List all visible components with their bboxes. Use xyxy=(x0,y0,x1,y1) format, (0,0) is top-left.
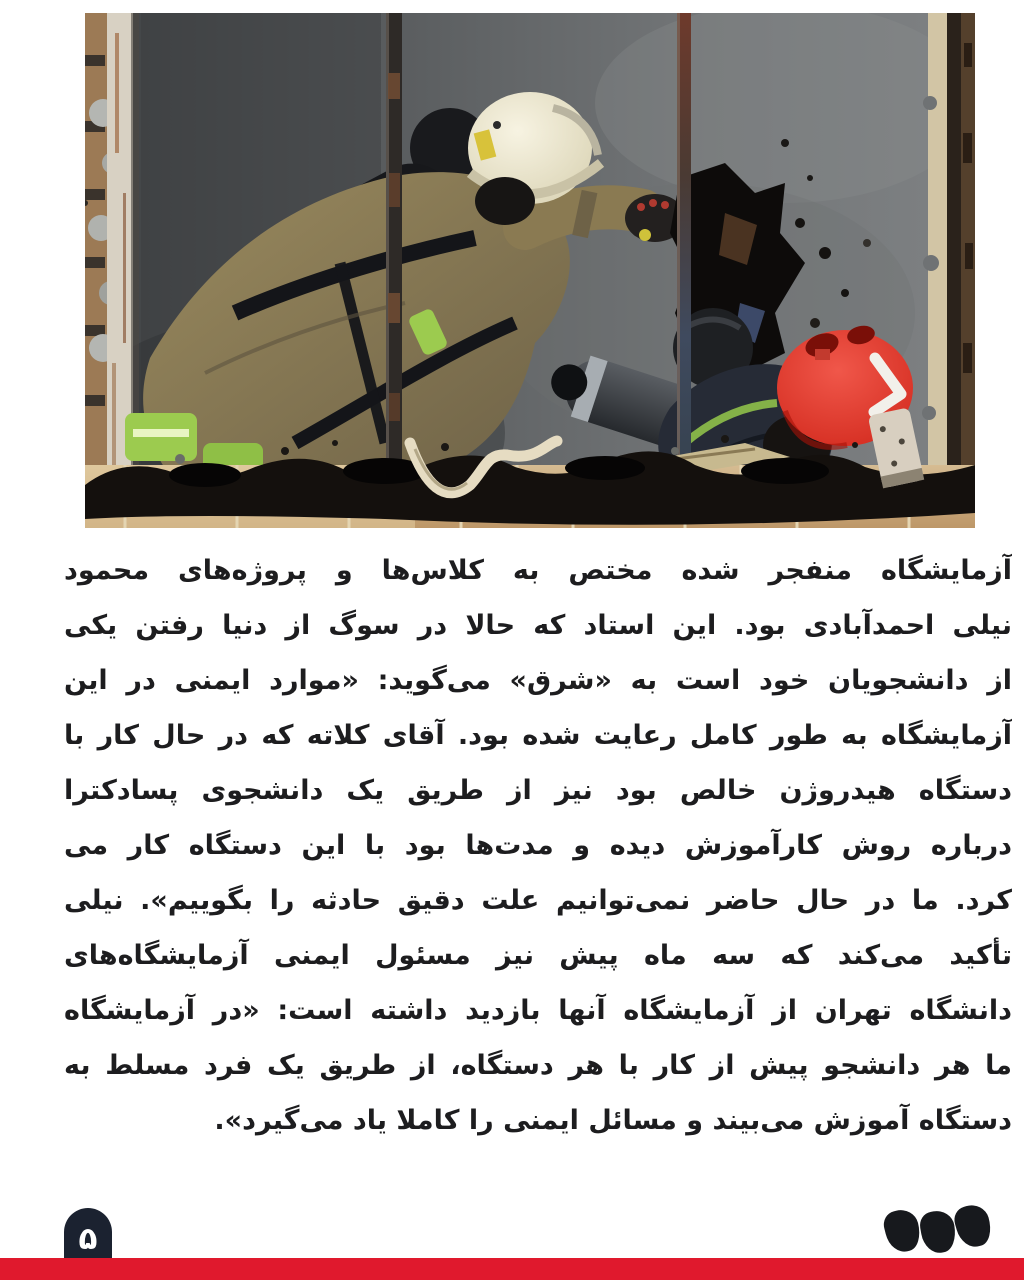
article-line: آزمایشگاه منفجر شده مختص به کلاس‌ها و پروژه‌های محمود xyxy=(64,555,1012,586)
window-frame-right xyxy=(922,13,975,483)
article-line: نیلی احمدآبادی بود. این استاد که حالا در سوگ از دنیا رفتن یکی xyxy=(64,610,1012,641)
article-line: دستگاه هیدروژن خالص بود نیز از طریق یک دانشجوی پسادکترا xyxy=(64,775,1012,806)
article-line: از دانشجویان خود است به «شرق» می‌گوید: «موارد ایمنی در این xyxy=(64,665,1012,696)
brand-dots-logo xyxy=(884,1204,990,1246)
article-line: کرد. ما در حال حاضر نمی‌توانیم علت دقیق حادثه را بگوییم». نیلی xyxy=(64,885,1012,916)
logo-dot-icon xyxy=(881,1206,924,1255)
article-photo xyxy=(85,13,975,528)
logo-dot-icon xyxy=(951,1201,995,1251)
article-line: دستگاه آموزش می‌بیند و مسائل ایمنی را کاملا یاد می‌گیرد». xyxy=(214,1105,1012,1136)
logo-dot-icon xyxy=(918,1208,959,1255)
footer-red-bar xyxy=(0,1258,1024,1280)
article-line: دانشگاه تهران از آزمایشگاه آنها بازدید داشته است: «در آزمایشگاه xyxy=(64,995,1012,1026)
article-line: درباره روش کارآموزش دیده و مدت‌ها بود با این دستگاه کار می xyxy=(64,830,1012,861)
article-line: ما هر دانشجو پیش از کار با هر دستگاه، از طریق یک فرد مسلط به xyxy=(64,1050,1012,1081)
article-line: آزمایشگاه به طور کامل رعایت شده بود. آقای کلاته که در حال کار با xyxy=(64,720,1012,751)
article-text xyxy=(64,543,1012,1148)
page-number: ۵ xyxy=(78,1220,98,1257)
article-line: تأکید می‌کند که سه ماه پیش نیز مسئول ایمنی آزمایشگاه‌های xyxy=(64,940,1012,971)
firefighters-photo-illustration xyxy=(85,13,975,528)
